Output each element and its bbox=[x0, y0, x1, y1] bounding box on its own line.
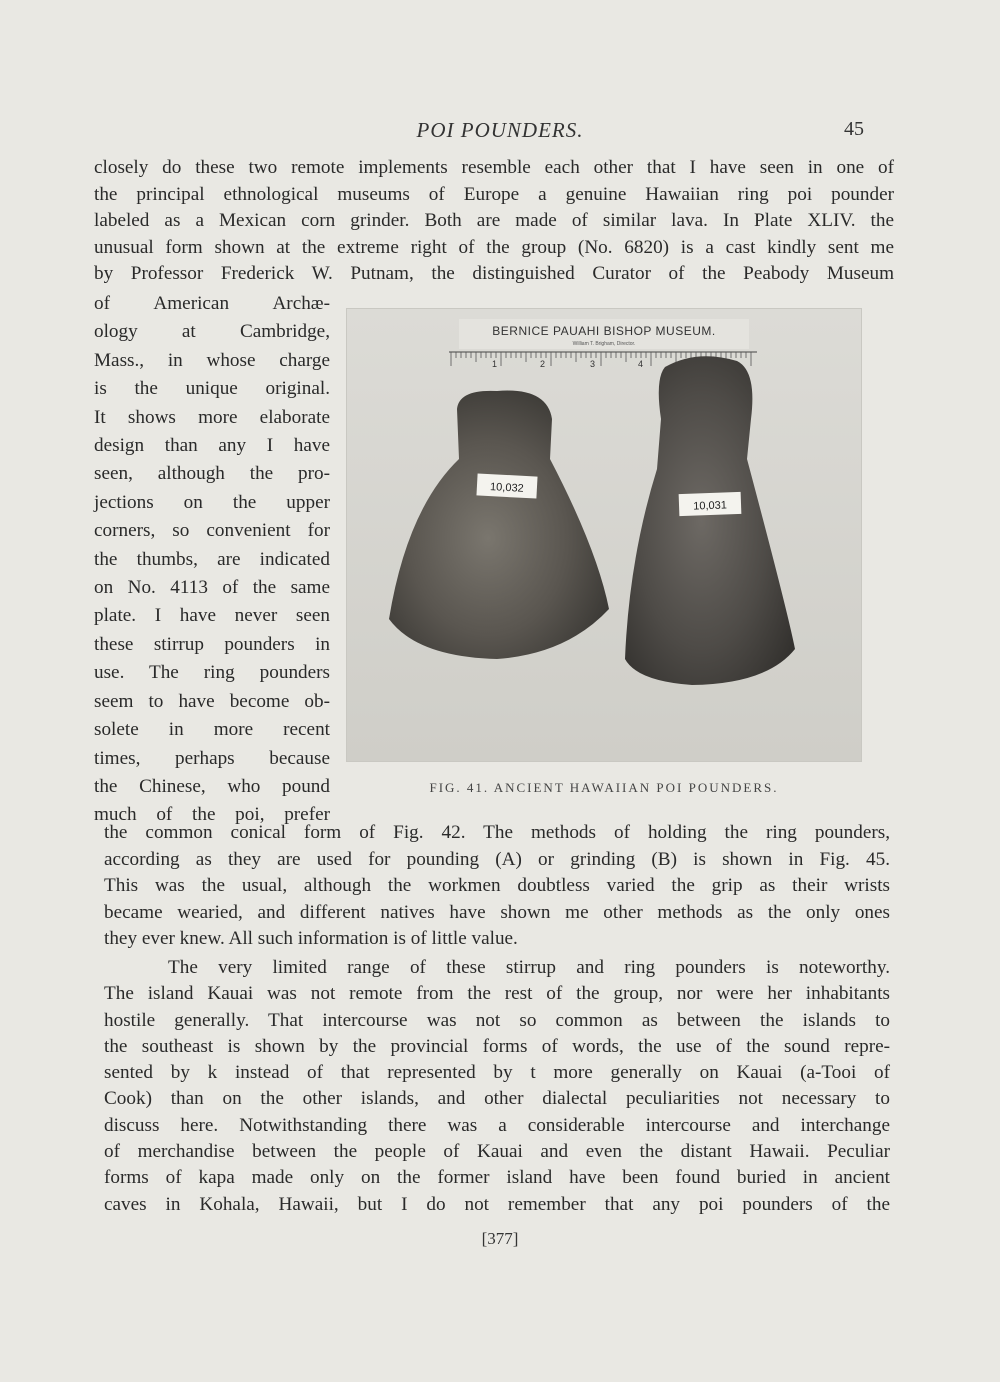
text-line: jections on the upper bbox=[94, 491, 330, 513]
text-line: Cook) than on the other islands, and other dialectal peculiarities not necessary to bbox=[104, 1088, 890, 1110]
ruler-number: 1 bbox=[492, 359, 498, 369]
ruler-number: 3 bbox=[590, 359, 596, 369]
figure-photo bbox=[346, 308, 862, 762]
page-reference: [377] bbox=[481, 1229, 519, 1248]
figure-caption: FIG. 41. ANCIENT HAWAIIAN POI POUNDERS. bbox=[429, 780, 779, 795]
poi-pounders-photo bbox=[347, 309, 861, 761]
text-line: The very limited range of these stirrup and ring pounders is noteworthy. bbox=[168, 957, 890, 978]
text-line: these stirrup pounders in bbox=[94, 633, 330, 655]
text-line: sented by k instead of that represented by t more generally on Kauai (a-Tooi of bbox=[104, 1062, 890, 1084]
text-line: the southeast is shown by the provincial forms of words, the use of the sound repre- bbox=[104, 1035, 890, 1057]
text-line: according as they are used for pounding (A) or grinding (B) is shown in Fig. 45. bbox=[104, 848, 890, 870]
museum-label: BERNICE PAUAHI BISHOP MUSEUM. bbox=[492, 324, 716, 338]
paragraph-top bbox=[94, 155, 894, 288]
text-line: solete in more recent bbox=[94, 719, 330, 741]
paragraph-bottom bbox=[104, 820, 890, 953]
text-line: caves in Kohala, Hawaii, but I do not remember that any poi pounders of the bbox=[104, 1193, 890, 1215]
paragraph-last bbox=[104, 955, 890, 1218]
text-line: the Chinese, who pound bbox=[94, 775, 330, 797]
running-title: POI POUNDERS. bbox=[416, 118, 584, 142]
text-line: plate. I have never seen bbox=[94, 605, 330, 627]
text-line: This was the usual, although the workmen doubtless varied the grip as their wrists bbox=[104, 875, 890, 896]
specimen-tag-left-number: 10,032 bbox=[489, 481, 525, 495]
text-line: the thumbs, are indicated bbox=[94, 548, 330, 570]
text-line: much of the poi, prefer bbox=[94, 804, 330, 826]
text-line: design than any I have bbox=[94, 435, 330, 457]
text-line: of American Archæ- bbox=[94, 293, 330, 314]
text-line: on No. 4113 of the same bbox=[94, 577, 330, 599]
text-line: discuss here. Notwithstanding there was a considerable intercourse and interchange bbox=[104, 1114, 890, 1136]
text-line: use. The ring pounders bbox=[94, 662, 330, 684]
text-line: times, perhaps because bbox=[94, 747, 330, 769]
text-line: hostile generally. That intercourse was not so common as between the islands to bbox=[104, 1009, 890, 1031]
text-line: the principal ethnological museums of Europe a genuine Hawaiian ring poi pounder bbox=[94, 183, 894, 205]
text-line: ology at Cambridge, bbox=[94, 321, 330, 343]
text-line: closely do these two remote implements resemble each other that I have seen in one of bbox=[94, 157, 894, 178]
text-line: unusual form shown at the extreme right of the group (No. 6820) is a cast kindly sent me bbox=[94, 236, 894, 258]
text-line: corners, so convenient for bbox=[94, 520, 330, 542]
page-number: 45 bbox=[844, 118, 864, 140]
text-line: Mass., in whose charge bbox=[94, 349, 330, 371]
text-line: is the unique original. bbox=[94, 378, 330, 400]
text-line: became wearied, and different natives have shown me other methods as the only ones bbox=[104, 901, 890, 923]
text-line: forms of kapa made only on the former island have been found buried in ancient bbox=[104, 1167, 890, 1189]
specimen-tag-right-number: 10,031 bbox=[693, 499, 728, 513]
text-line: by Professor Frederick W. Putnam, the distinguished Curator of the Peabody Museum bbox=[94, 263, 894, 284]
text-line: labeled as a Mexican corn grinder. Both are made of similar lava. In Plate XLIV. the bbox=[94, 210, 894, 231]
text-line: It shows more elaborate bbox=[94, 406, 330, 428]
text-line: they ever knew. All such information is of little value. bbox=[104, 928, 518, 949]
ruler-number: 4 bbox=[638, 359, 644, 369]
director-label: William T. Brigham, Director. bbox=[572, 341, 636, 347]
ruler-number: 2 bbox=[540, 359, 546, 369]
paragraph-wrapped-column bbox=[94, 290, 330, 830]
text-line: The island Kauai was not remote from the rest of the group, nor were her inhabitants bbox=[104, 983, 890, 1005]
text-line: seem to have become ob- bbox=[94, 690, 330, 712]
text-line: the common conical form of Fig. 42. The methods of holding the ring pounders, bbox=[104, 822, 890, 843]
text-line: seen, although the pro- bbox=[94, 463, 330, 485]
text-line: of merchandise between the people of Kauai and even the distant Hawaii. Peculiar bbox=[104, 1141, 890, 1163]
